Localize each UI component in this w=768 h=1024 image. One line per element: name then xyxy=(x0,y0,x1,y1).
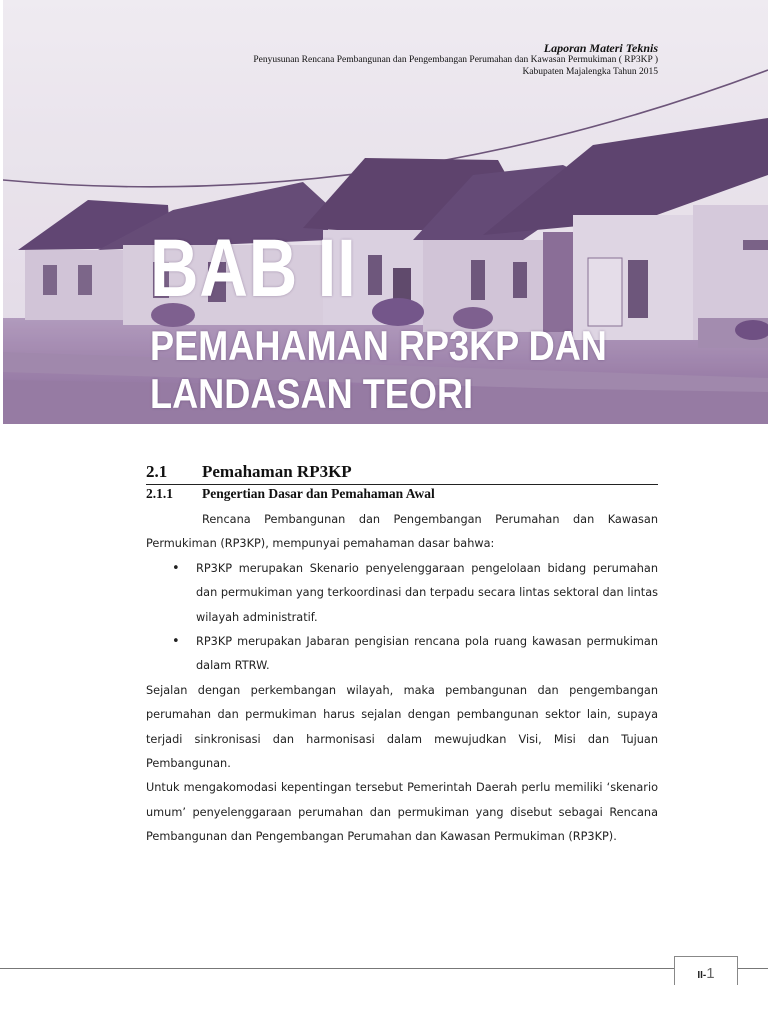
subsection-title: Pengertian Dasar dan Pemahaman Awal xyxy=(202,486,435,501)
chapter-title xyxy=(150,322,632,418)
chapter-label: BAB II xyxy=(150,223,357,314)
subsection-number: 2.1.1 xyxy=(146,486,173,501)
intro-paragraph: Rencana Pembangunan dan Pengembangan Perumahan dan Kawasan Permukiman (RP3KP), mempunyai pemahaman dasar bahwa: xyxy=(146,513,658,551)
bullet-list xyxy=(146,557,658,679)
subsection-heading xyxy=(146,486,435,502)
section-number: 2.1 xyxy=(146,462,168,481)
report-title: Laporan Materi Teknis xyxy=(543,41,658,55)
report-subtitle: Penyusunan Rencana Pembangunan dan Pengembangan Perumahan dan Kawasan Permukiman ( RP3KP ) xyxy=(253,55,658,65)
body-content xyxy=(146,508,658,850)
report-location: Kabupaten Majalengka Tahun 2015 xyxy=(522,67,658,77)
page-number-box xyxy=(674,956,738,985)
paragraph: Untuk mengakomodasi kepentingan tersebut Pemerintah Daerah perlu memiliki ‘skenario umum’ penyelenggaraan perumahan dan permukiman yang disebut sebagai Rencana Pembangunan dan Pengembangan Perumahan dan Kawasan Permukiman (RP3KP). xyxy=(146,781,658,844)
report-header xyxy=(253,42,658,78)
chapter-title-line2: LANDASAN TEORI xyxy=(150,370,474,417)
paragraph: Sejalan dengan perkembangan wilayah, maka pembangunan dan pengembangan perumahan dan permukiman harus sejalan dengan pembangunan sektor lain, supaya terjadi sinkronisasi dan harmonisasi dalam mewujudkan Visi, Misi dan Tujuan Pembangunan. xyxy=(146,683,658,771)
page-number: 1 xyxy=(706,965,715,982)
page-prefix: II- xyxy=(697,970,707,981)
chapter-title-line1: PEMAHAMAN RP3KP DAN xyxy=(150,322,607,369)
section-heading xyxy=(146,462,658,485)
list-item: • RP3KP merupakan Skenario penyelenggaraan pengelolaan bidang perumahan dan permukiman yang terkoordinasi dan terpadu secara lintas sektoral dan lintas wilayah administratif. xyxy=(196,557,658,630)
list-item: • RP3KP merupakan Jabaran pengisian rencana pola ruang kawasan permukiman dalam RTRW. xyxy=(196,630,658,679)
section-title: Pemahaman RP3KP xyxy=(202,462,352,481)
footer-divider xyxy=(0,968,768,969)
